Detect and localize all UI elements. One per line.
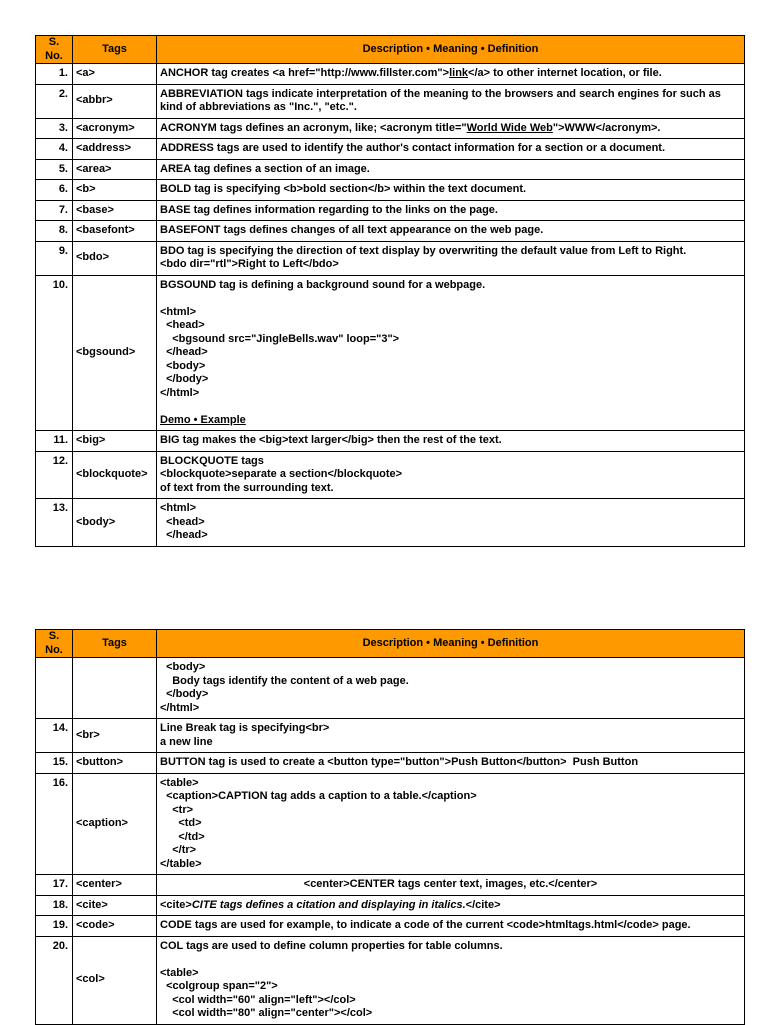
row-number: 11. xyxy=(36,431,73,452)
row-number: 9. xyxy=(36,241,73,275)
header-sno: S. No. xyxy=(36,36,73,64)
tag-description xyxy=(157,241,745,275)
tag-description xyxy=(157,773,745,875)
description-text: <html> <head> </head> xyxy=(160,502,208,541)
table-row xyxy=(36,221,745,242)
row-number: 8. xyxy=(36,221,73,242)
row-number: 6. xyxy=(36,180,73,201)
row-number: 15. xyxy=(36,753,73,774)
description-text: ABBREVIATION tags indicate interpretation of the meaning to the browsers and search engines for such as kind of abbreviations as "Inc.", "etc.". xyxy=(160,87,724,113)
tag-name: <button> xyxy=(73,753,157,774)
row-number: 10. xyxy=(36,275,73,431)
description-text: BUTTON tag is used to create a <button type="button">Push Button</button> Push Button xyxy=(160,756,639,768)
table-row xyxy=(36,180,745,201)
description-text: BIG tag makes the <big>text larger</big> then the rest of the text. xyxy=(160,434,502,446)
tags-table-2 xyxy=(35,629,745,1025)
description-text: ADDRESS tags are used to identify the author's contact information for a section or a document. xyxy=(160,142,666,154)
tag-name: <base> xyxy=(73,200,157,221)
tag-name: <blockquote> xyxy=(73,451,157,499)
description-text: ACRONYM tags defines an acronym, like; <acronym title=" xyxy=(160,121,467,134)
table-row xyxy=(36,275,745,431)
description-text: </a> to other internet location, or file. xyxy=(468,67,662,79)
table-row xyxy=(36,431,745,452)
table-row xyxy=(36,916,745,937)
tags-table-1 xyxy=(35,35,745,547)
row-number: 3. xyxy=(36,118,73,139)
tag-name: <big> xyxy=(73,431,157,452)
tag-description xyxy=(157,118,745,139)
tag-name: <caption> xyxy=(73,773,157,875)
header-description: Description • Meaning • Definition xyxy=(157,36,745,64)
description-link[interactable]: World Wide Web xyxy=(466,121,553,134)
description-text: CODE tags are used for example, to indicate a code of the current <code>htmltags.html</code> page. xyxy=(160,919,691,931)
tag-description xyxy=(157,875,745,896)
row-number: 20. xyxy=(36,936,73,1024)
description-text: COL tags are used to define column properties for table columns. <table> <colgroup span="2"> <col width="60" align="left"></col> <col width="80" align="center"></col> xyxy=(160,939,503,1019)
tag-name: <col> xyxy=(73,936,157,1024)
tag-name: <abbr> xyxy=(73,84,157,118)
table-row xyxy=(36,64,745,85)
header-tags: Tags xyxy=(73,36,157,64)
description-text: <cite> xyxy=(160,898,192,911)
tag-description xyxy=(157,84,745,118)
row-number: 1. xyxy=(36,64,73,85)
tag-name: <br> xyxy=(73,719,157,753)
tag-description xyxy=(157,275,745,431)
table-row xyxy=(36,241,745,275)
table-row xyxy=(36,200,745,221)
description-text: BGSOUND tag is defining a background sound for a webpage. <html> <head> <bgsound src="JingleBells.wav" loop="3"> </head> <body> </body> </html> xyxy=(160,278,486,399)
tag-name: <address> xyxy=(73,139,157,160)
tag-name: <basefont> xyxy=(73,221,157,242)
tag-description xyxy=(157,916,745,937)
description-italic-text: CITE tags defines a citation and displaying in italics. xyxy=(191,898,466,911)
tag-description xyxy=(157,180,745,201)
description-text: <body> Body tags identify the content of a web page. </body> </html> xyxy=(160,661,409,714)
description-text: BOLD tag is specifying <b>bold section</b> within the text document. xyxy=(160,183,527,195)
description-text: BLOCKQUOTE tags <blockquote>separate a section</blockquote> of text from the surrounding text. xyxy=(160,454,403,494)
tag-name: <b> xyxy=(73,180,157,201)
description-text: Line Break tag is specifying<br> a new line xyxy=(160,722,330,748)
table-body xyxy=(36,658,745,1025)
tag-description xyxy=(157,936,745,1024)
tag-description xyxy=(157,451,745,499)
table-row xyxy=(36,84,745,118)
tag-description xyxy=(157,431,745,452)
row-number: 14. xyxy=(36,719,73,753)
tag-name: <acronym> xyxy=(73,118,157,139)
row-number: 16. xyxy=(36,773,73,875)
row-number xyxy=(36,658,73,719)
tag-description xyxy=(157,658,745,719)
description-link[interactable]: link xyxy=(449,67,469,79)
tag-name: <center> xyxy=(73,875,157,896)
description-text: AREA tag defines a section of an image. xyxy=(160,162,370,175)
row-number: 19. xyxy=(36,916,73,937)
table-row xyxy=(36,936,745,1024)
row-number: 17. xyxy=(36,875,73,896)
tag-name: <cite> xyxy=(73,895,157,916)
header-sno: S. No. xyxy=(36,630,73,658)
tag-description xyxy=(157,64,745,85)
row-number: 13. xyxy=(36,499,73,547)
description-text: BDO tag is specifying the direction of text display by overwriting the default value from Left to Right. <bdo dir="rtl">Right to Left</bdo> xyxy=(160,244,687,270)
header-row xyxy=(36,36,745,64)
description-text: BASE tag defines information regarding to the links on the page. xyxy=(160,203,498,216)
description-text: <center>CENTER tags center text, images, etc.</center> xyxy=(303,878,598,890)
tag-description xyxy=(157,221,745,242)
table-row xyxy=(36,895,745,916)
row-number: 18. xyxy=(36,895,73,916)
table-body xyxy=(36,64,745,547)
tag-name: <code> xyxy=(73,916,157,937)
tag-name: <bgsound> xyxy=(73,275,157,431)
table-row xyxy=(36,773,745,875)
row-number: 7. xyxy=(36,200,73,221)
table-row xyxy=(36,499,745,547)
row-number: 5. xyxy=(36,159,73,180)
table-row xyxy=(36,451,745,499)
tag-name: <area> xyxy=(73,159,157,180)
description-text: BASEFONT tags defines changes of all text appearance on the web page. xyxy=(160,224,544,236)
description-link[interactable]: Demo • Example xyxy=(160,413,246,426)
tag-name xyxy=(73,658,157,719)
tag-description xyxy=(157,139,745,160)
description-text: <table> <caption>CAPTION tag adds a caption to a table.</caption> <tr> <td> </td> </tr> </table> xyxy=(160,776,477,870)
table-row xyxy=(36,118,745,139)
header-description: Description • Meaning • Definition xyxy=(157,630,745,658)
tag-name: <a> xyxy=(73,64,157,85)
description-text: </cite> xyxy=(465,898,501,911)
description-text: ">WWW</acronym>. xyxy=(552,121,661,134)
tag-description xyxy=(157,719,745,753)
tag-name: <bdo> xyxy=(73,241,157,275)
table-row xyxy=(36,139,745,160)
row-number: 2. xyxy=(36,84,73,118)
table-row xyxy=(36,159,745,180)
tag-description xyxy=(157,753,745,774)
tag-description xyxy=(157,895,745,916)
table-row xyxy=(36,875,745,896)
description-text: ANCHOR tag creates <a href="http://www.fillster.com"> xyxy=(160,67,450,79)
tag-description xyxy=(157,200,745,221)
table-row xyxy=(36,658,745,719)
table-row xyxy=(36,753,745,774)
table-row xyxy=(36,719,745,753)
row-number: 12. xyxy=(36,451,73,499)
header-row xyxy=(36,630,745,658)
tag-description xyxy=(157,499,745,547)
tag-description xyxy=(157,159,745,180)
row-number: 4. xyxy=(36,139,73,160)
tag-name: <body> xyxy=(73,499,157,547)
header-tags: Tags xyxy=(73,630,157,658)
